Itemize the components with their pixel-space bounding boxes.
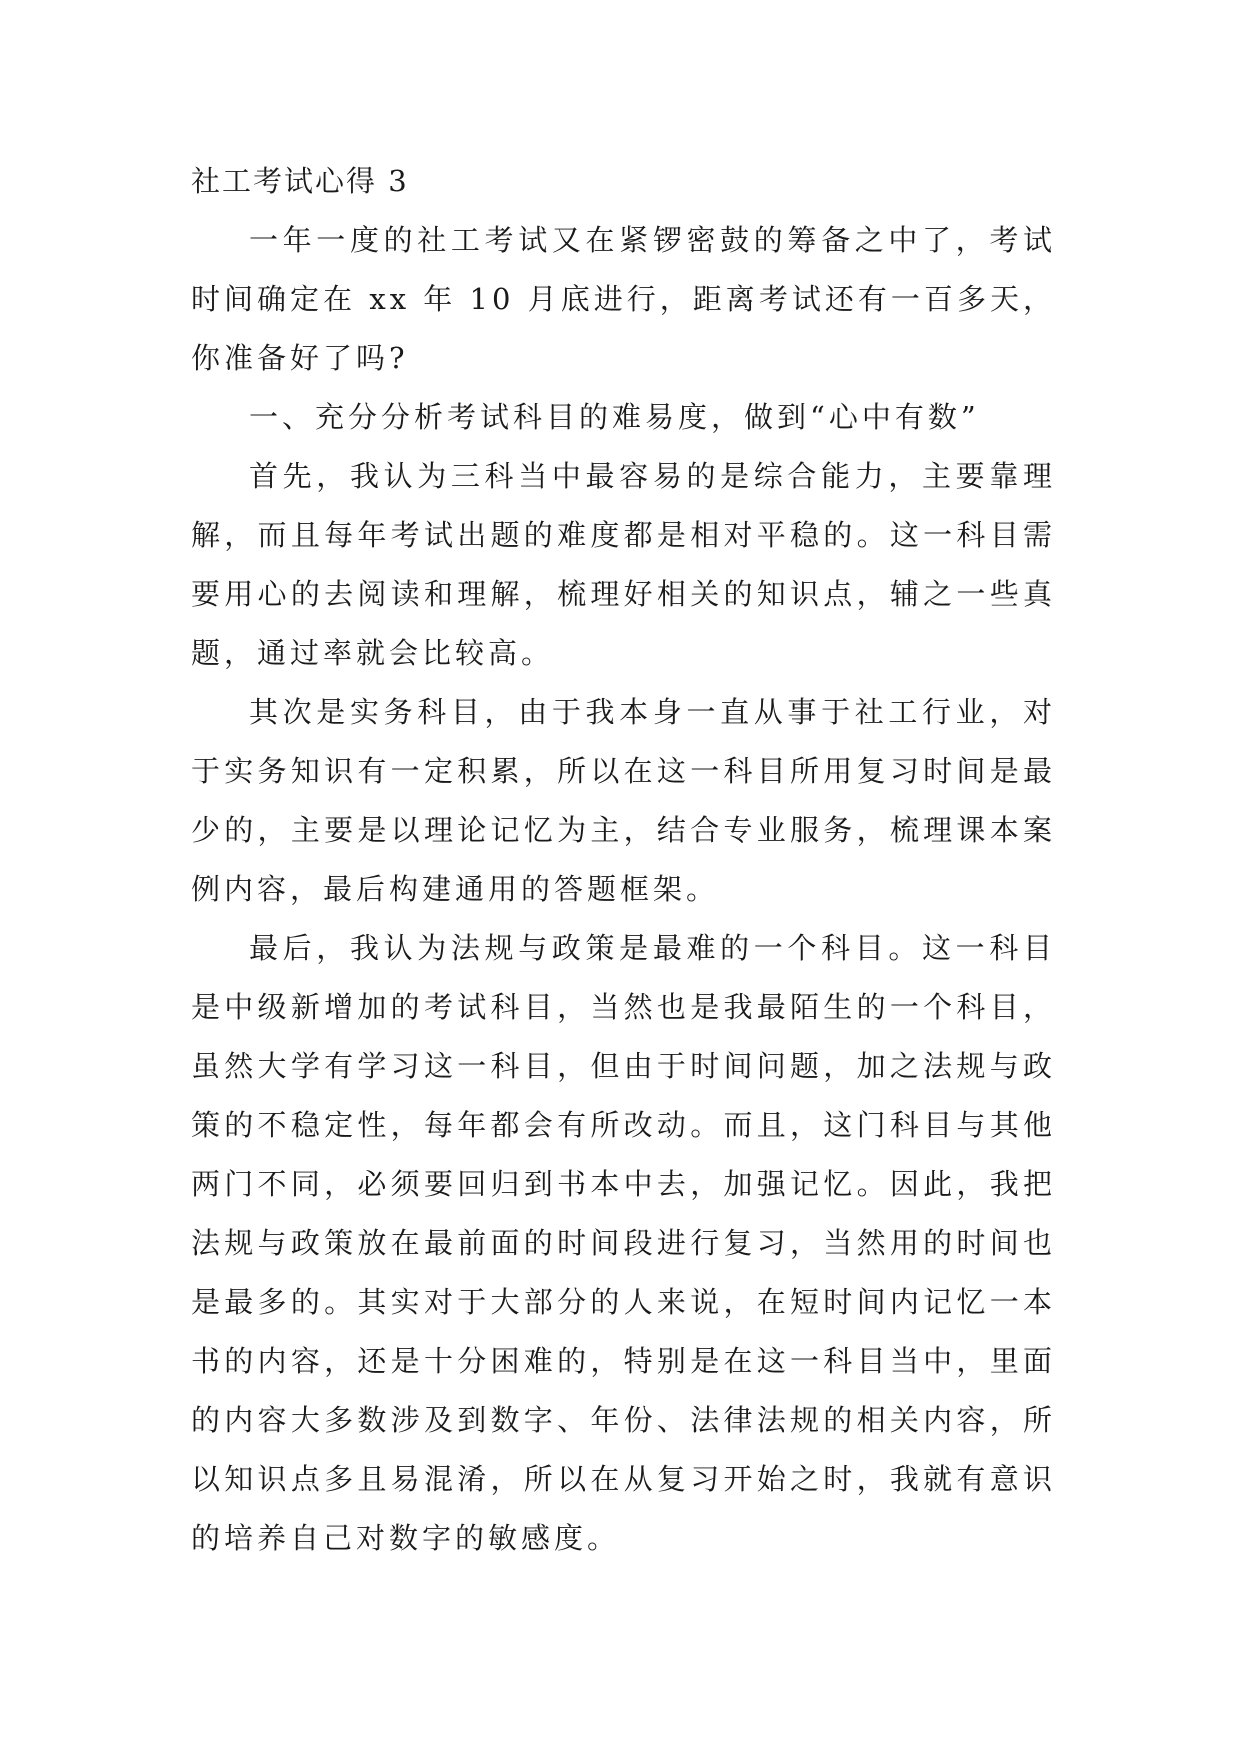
document-body bbox=[191, 152, 1056, 1568]
paragraph-intro: 一年一度的社工考试又在紧锣密鼓的筹备之中了，考试时间确定在 xx 年 10 月底进行，距离考试还有一百多天，你准备好了吗? bbox=[191, 223, 1056, 375]
paragraph-practice: 其次是实务科目，由于我本身一直从事于社工行业，对于实务知识有一定积累，所以在这一科目所用复习时间是最少的，主要是以理论记忆为主，结合专业服务，梳理课本案例内容，最后构建通用的答题框架。 bbox=[191, 695, 1056, 906]
paragraph-comprehensive: 首先，我认为三科当中最容易的是综合能力，主要靠理解，而且每年考试出题的难度都是相对平稳的。这一科目需要用心的去阅读和理解，梳理好相关的知识点，辅之一些真题，通过率就会比较高。 bbox=[191, 459, 1056, 670]
document-title: 社工考试心得 3 bbox=[191, 164, 409, 198]
paragraph-regulations: 最后，我认为法规与政策是最难的一个科目。这一科目是中级新增加的考试科目，当然也是我最陌生的一个科目，虽然大学有学习这一科目，但由于时间问题，加之法规与政策的不稳定性，每年都会有所改动。而且，这门科目与其他两门不同，必须要回归到书本中去，加强记忆。因此，我把法规与政策放在最前面的时间段进行复习，当然用的时间也是最多的。其实对于大部分的人来说，在短时间内记忆一本书的内容，还是十分困难的，特别是在这一科目当中，里面的内容大多数涉及到数字、年份、法律法规的相关内容，所以知识点多且易混淆，所以在从复习开始之时，我就有意识的培养自己对数字的敏感度。 bbox=[191, 931, 1056, 1555]
section-heading: 一、充分分析考试科目的难易度，做到“心中有数” bbox=[249, 400, 980, 434]
